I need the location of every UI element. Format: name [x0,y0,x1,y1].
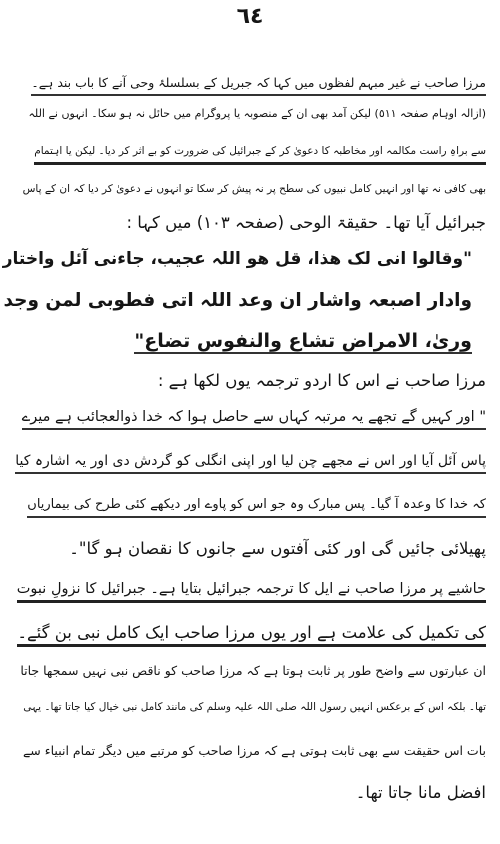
text-line: سے براہِ راست مکالمہ اور مخاطبہ کا دعویٰ کر کے جبرائیل کی ضرورت کو بے اثر کر دیا۔ لیکن یا اہتمام [34,140,486,165]
text-line: ان عبارتوں سے واضح طور پر ثابت ہوتا ہے کہ مرزا صاحب کو ناقص نبی نہیں سمجھا جاتا [20,663,486,678]
text-line: کی تکمیل کی علامت ہے اور یوں مرزا صاحب ایک کامل نبی بن گئے۔ [17,622,486,647]
text-line: " اور کہیں گے تجھے یہ مرتبہ کہاں سے حاصل ہوا کہ خدا ذوالعجائب ہے میرے [22,406,486,430]
text-line: حاشیے پر مرزا صاحب نے ایل کا ترجمہ جبرائیل بتایا ہے۔ جبرائیل کا نزولِ نبوت [17,578,486,603]
text-line: تھا۔ بلکہ اس کے برعکس انہیں رسول اللہ صلی اللہ علیہ وسلم کی مانند کامل نبی خیال کیا جاتا تھا۔ یہی [23,701,486,713]
text-line: پاس آئل آیا اور اس نے مجھے چن لیا اور اپنی انگلی کو گردش دی اور یہ اشارہ کیا [15,450,486,474]
text-line: جبرائیل آیا تھا۔ حقیقۃ الوحی (صفحہ ١٠٣) میں کہا : [126,213,486,232]
text-line: افضل مانا جاتا تھا۔ [355,783,486,802]
text-line: مرزا صاحب نے اس کا اردو ترجمہ یوں لکھا ہے : [157,371,486,390]
text-line: بات اس حقیقت سے بھی ثابت ہوتی ہے کہ مرزا صاحب کو مرتبے میں دیگر تمام انبیاء سے [22,743,486,758]
text-line: کہ خدا کا وعدہ آ گیا۔ پس مبارک وہ جو اس کو پاوے اور دیکھے کئی طرح کی بیماریاں [27,494,486,518]
quote-line: وریٰ، الامراض تشاع والنفوس تضاع" [134,330,472,352]
text-line: (ازالہ اوہام صفحہ ٥١١) لیکن آمد بھی ان کے منصوبہ یا پروگرام میں حائل نہ ہو سکا۔ انہوں نے اللہ [28,107,486,120]
text-line: پھیلائی جائیں گی اور کئی آفتوں سے جانوں کا نقصان ہو گا"۔ [69,539,486,558]
quote-line: "وقالوا انی لک ھذا، قل ھو اللہ عجیب، جاءنی آئل واختار [2,249,472,269]
page-number: ٦٤ [236,4,264,29]
text-line: مرزا صاحب نے غیر مبہم لفظوں میں کہا کہ جبریل کے بسلسلۂ وحی آنے کا باب بند ہے۔ [31,72,486,96]
text-line: بھی کافی نہ تھا اور انہیں کامل نبیوں کی سطح پر نہ پیش کر سکا تو انہوں نے دعویٰ کر دیا کہ ان کے پاس [22,183,486,195]
quote-line: وادار اصبعہ واشار ان وعد اللہ اتی فطوبی لمن وجد [3,290,472,311]
